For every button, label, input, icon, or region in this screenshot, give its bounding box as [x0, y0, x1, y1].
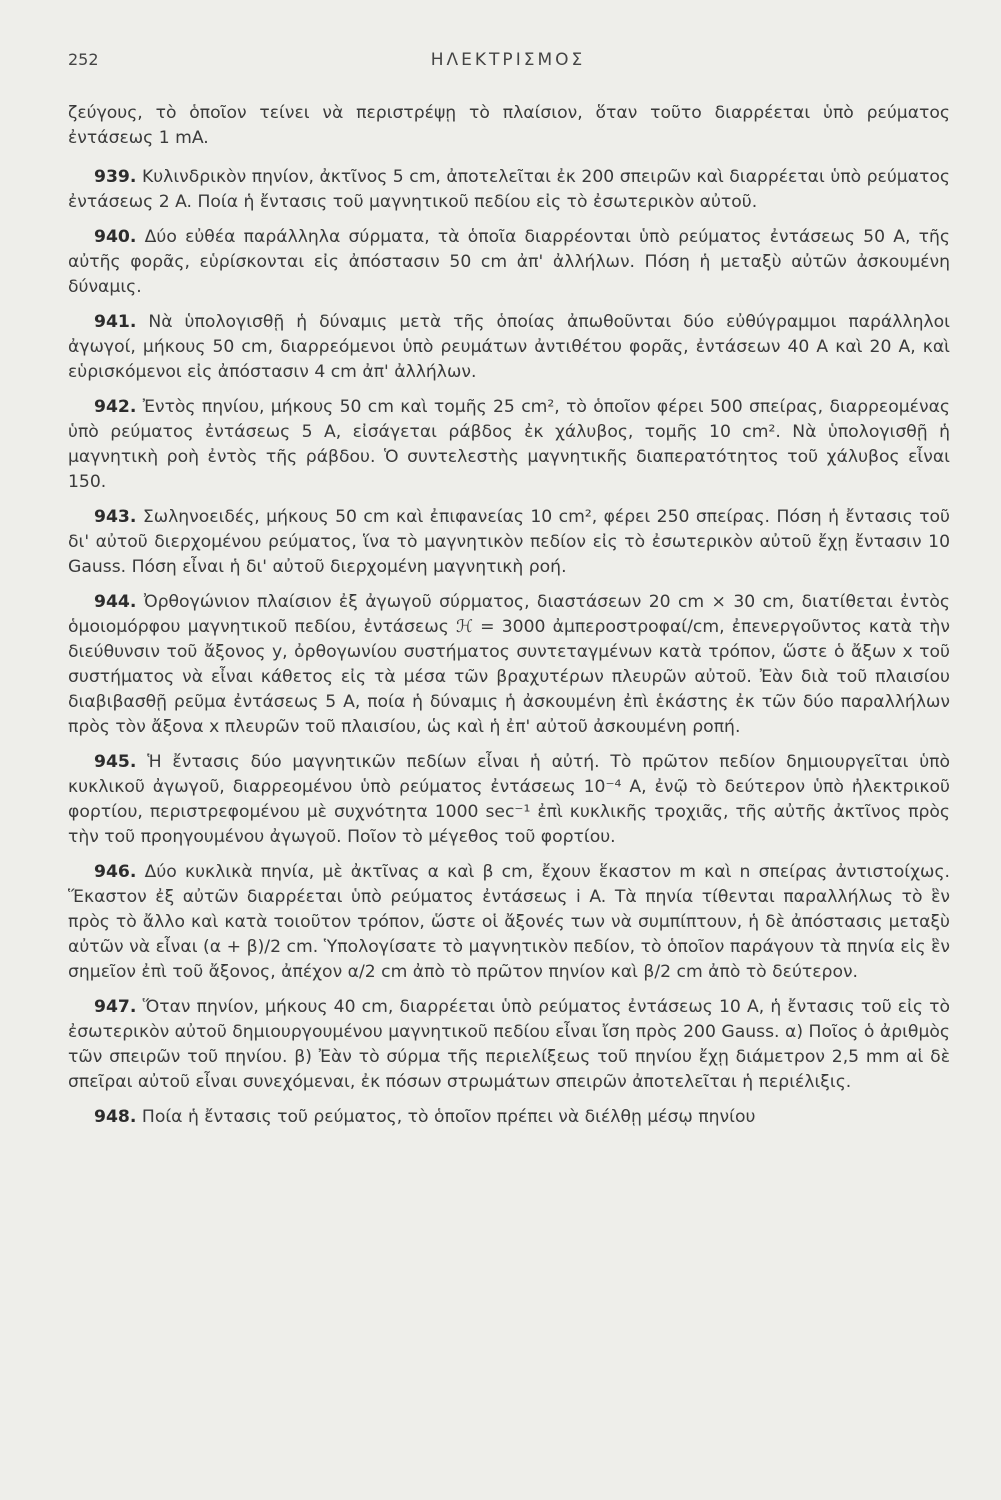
problem-943 — [68, 505, 950, 580]
problem-944 — [68, 590, 950, 740]
problem-948 — [68, 1105, 950, 1130]
problem-940 — [68, 225, 950, 300]
problem-947 — [68, 995, 950, 1095]
problem-number: 948. — [94, 1107, 137, 1127]
page-header — [68, 50, 948, 72]
problem-939 — [68, 165, 950, 215]
problem-945 — [68, 750, 950, 850]
problem-text: Ὅταν πηνίον, μήκους 40 cm, διαρρέεται ὑπὸ ρεύματος ἐντάσεως 10 A, ἡ ἔντασις τοῦ εἰς τὸ ἐσωτερικὸν αὐτοῦ δημιουργουμένου μαγνητικοῦ πεδίου εἶναι ἴση πρὸς 200 Gauss. α) Ποῖος ὁ ἀριθμὸς τῶν σπειρῶν τοῦ πηνίου. β) Ἐὰν τὸ σύρμα τῆς περιελίξεως τοῦ πηνίου ἔχῃ διάμετρον 2,5 mm αἱ δὲ σπεῖραι αὐτοῦ εἶναι συνεχόμεναι, ἐκ πόσων στρωμάτων σπειρῶν ἀποτελεῖται ἡ περιέλιξις. — [68, 997, 950, 1092]
problem-text: Δύο εὐθέα παράλληλα σύρματα, τὰ ὁποῖα διαρρέονται ὑπὸ ρεύματος ἐντάσεως 50 A, τῆς αὐτῆς φορᾶς, εὑρίσκονται εἰς ἀπόστασιν 50 cm ἀπ' ἀλλήλων. Πόση ἡ μεταξὺ αὐτῶν ἀσκουμένη δύναμις. — [68, 227, 950, 297]
problem-number: 944. — [94, 592, 137, 612]
page-body — [68, 101, 950, 1140]
problem-text: Ποία ἡ ἔντασις τοῦ ρεύματος, τὸ ὁποῖον πρέπει νὰ διέλθῃ μέσῳ πηνίου — [141, 1107, 756, 1127]
problem-number: 941. — [94, 312, 137, 332]
problem-942 — [68, 395, 950, 495]
problem-number: 939. — [94, 167, 137, 187]
problem-number: 942. — [94, 397, 137, 417]
problem-text: Δύο κυκλικὰ πηνία, μὲ ἀκτῖνας α καὶ β cm, ἔχουν ἕκαστον m καὶ n σπείρας ἀντιστοίχως. Ἕκαστον ἐξ αὐτῶν διαρρέεται ὑπὸ ρεύματος ἐντάσεως i A. Τὰ πηνία τίθενται παραλλήλως τὸ ἓν πρὸς τὸ ἄλλο καὶ κατὰ τοιοῦτον τρόπον, ὥστε οἱ ἄξονές των νὰ συμπίπτουν, ἡ δὲ ἀπόστασις μεταξὺ αὐτῶν νὰ εἶναι (α + β)/2 cm. Ὑπολογίσατε τὸ μαγνητικὸν πεδίον, τὸ ὁποῖον παράγουν τὰ πηνία εἰς ἓν σημεῖον ἐπὶ τοῦ ἄξονος, ἀπέχον α/2 cm ἀπὸ τὸ πρῶτον πηνίον καὶ β/2 cm ἀπὸ τὸ δεύτερον. — [68, 862, 950, 982]
problem-number: 947. — [94, 997, 137, 1017]
problem-number: 940. — [94, 227, 137, 247]
problem-946 — [68, 860, 950, 985]
running-title: ΗΛΕΚΤΡΙΣΜΟΣ — [430, 50, 586, 70]
problem-text: Ἐντὸς πηνίου, μήκους 50 cm καὶ τομῆς 25 cm², τὸ ὁποῖον φέρει 500 σπείρας, διαρρεομένας ὑπὸ ρεύματος ἐντάσεως 5 A, εἰσάγεται ράβδος ἐκ χάλυβος, τομῆς 10 cm². Νὰ ὑπολογισθῇ ἡ μαγνητικὴ ροὴ ἐντὸς τῆς ράβδου. Ὁ συντελεστὴς μαγνητικῆς διαπερατότητος τοῦ χάλυβος εἶναι 150. — [68, 397, 950, 492]
page-number: 252 — [68, 50, 99, 69]
problem-text: Κυλινδρικὸν πηνίον, ἀκτῖνος 5 cm, ἀποτελεῖται ἐκ 200 σπειρῶν καὶ διαρρέεται ὑπὸ ρεύματος ἐντάσεως 2 A. Ποία ἡ ἔντασις τοῦ μαγνητικοῦ πεδίου εἰς τὸ ἐσωτερικὸν αὐτοῦ. — [68, 167, 950, 212]
continuation-paragraph: ζεύγους, τὸ ὁποῖον τείνει νὰ περιστρέψῃ τὸ πλαίσιον, ὅταν τοῦτο διαρρέεται ὑπὸ ρεύματος ἐντάσεως 1 mA. — [68, 103, 950, 148]
problem-number: 943. — [94, 507, 137, 527]
problem-number: 945. — [94, 752, 137, 772]
problem-text: Νὰ ὑπολογισθῇ ἡ δύναμις μετὰ τῆς ὁποίας ἀπωθοῦνται δύο εὐθύγραμμοι παράλληλοι ἀγωγοί, μήκους 50 cm, διαρρεόμενοι ὑπὸ ρευμάτων ἀντιθέτου φορᾶς, ἐντάσεων 40 A καὶ 20 A, καὶ εὑρισκόμενοι εἰς ἀπόστασιν 4 cm ἀπ' ἀλλήλων. — [68, 312, 951, 382]
problem-number: 946. — [94, 862, 137, 882]
problem-text: Σωληνοειδές, μήκους 50 cm καὶ ἐπιφανείας 10 cm², φέρει 250 σπείρας. Πόση ἡ ἔντασις τοῦ δι' αὐτοῦ διερχομένου ρεύματος, ἵνα τὸ μαγνητικὸν πεδίον εἰς τὸ ἐσωτερικὸν αὐτοῦ ἔχῃ ἔντασιν 10 Gauss. Πόση εἶναι ἡ δι' αὐτοῦ διερχομένη μαγνητικὴ ροή. — [68, 507, 950, 577]
problem-941 — [68, 310, 950, 385]
problem-text: Ὀρθογώνιον πλαίσιον ἐξ ἀγωγοῦ σύρματος, διαστάσεων 20 cm × 30 cm, διατίθεται ἐντὸς ὁμοιομόρφου μαγνητικοῦ πεδίου, ἐντάσεως ℋ = 3000 ἀμπεροστροφαί/cm, ἐπενεργοῦντος κατὰ τὴν διεύθυνσιν τοῦ ἄξονος y, ὀρθογωνίου συστήματος συντεταγμένων κατὰ τρόπον, ὥστε ὁ ἄξων x τοῦ συστήματος νὰ εἶναι κάθετος εἰς τὰ μέσα τῶν βραχυτέρων πλευρῶν αὐτοῦ. Ἐὰν διὰ τοῦ πλαισίου διαβιβασθῇ ρεῦμα ἐντάσεως 5 A, ποία ἡ δύναμις ἡ ἀσκουμένη ἐπὶ ἑκάστης ἐκ τῶν δύο παραλλήλων πρὸς τὸν ἄξονα x πλευρῶν τοῦ πλαισίου, ὡς καὶ ἡ ἐπ' αὐτοῦ ἀσκουμένη ροπή. — [68, 592, 950, 737]
problem-text: Ἡ ἔντασις δύο μαγνητικῶν πεδίων εἶναι ἡ αὐτή. Τὸ πρῶτον πεδίον δημιουργεῖται ὑπὸ κυκλικοῦ ἀγωγοῦ, διαρρεομένου ὑπὸ ρεύματος ἐντάσεως 10⁻⁴ A, ἐνῷ τὸ δεύτερον ὑπὸ ἠλεκτρικοῦ φορτίου, περιστρεφομένου μὲ συχνότητα 1000 sec⁻¹ ἐπὶ κυκλικῆς τροχιᾶς, τῆς αὐτῆς ἀκτῖνος πρὸς τὴν τοῦ προηγουμένου ἀγωγοῦ. Ποῖον τὸ μέγεθος τοῦ φορτίου. — [68, 752, 950, 847]
